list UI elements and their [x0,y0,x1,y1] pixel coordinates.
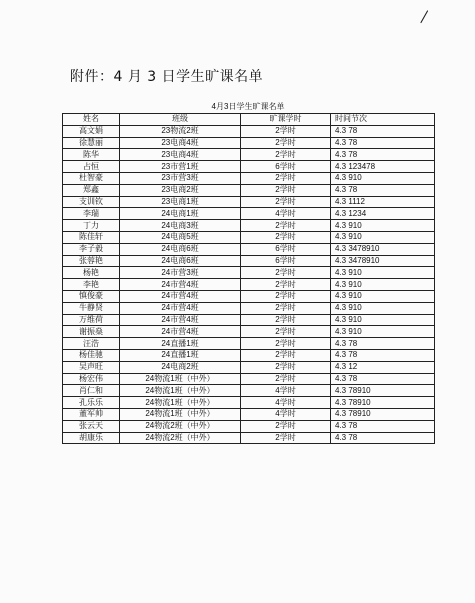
table-row [63,184,435,196]
cell-name: 丁力 [63,220,120,232]
cell-name: 谢振燊 [63,326,120,338]
table-row [63,125,435,137]
table-row [63,338,435,350]
table-row [63,349,435,361]
table-title: 4月3日学生旷课名单 [211,102,285,111]
cell-hours: 2学时 [241,267,331,279]
cell-time: 4.3 78 [331,373,435,385]
absence-table [62,113,435,444]
cell-name: 张蓉艳 [63,255,120,267]
table-row [63,302,435,314]
cell-class: 24电商6班 [120,243,241,255]
cell-name: 陈华 [63,149,120,161]
table-row [63,137,435,149]
cell-class: 24物流1班（中外） [120,373,241,385]
cell-class: 23电商1班 [120,196,241,208]
cell-name: 汪浩 [63,338,120,350]
cell-hours: 4学时 [241,208,331,220]
cell-name: 吴声旺 [63,361,120,373]
cell-class: 24电商6班 [120,255,241,267]
cell-hours: 2学时 [241,314,331,326]
cell-time: 4.3 12 [331,361,435,373]
cell-time: 4.3 78910 [331,397,435,409]
table-row [63,385,435,397]
cell-time: 4.3 910 [331,290,435,302]
cell-hours: 2学时 [241,361,331,373]
cell-time: 4.3 78 [331,149,435,161]
cell-time: 4.3 78 [331,184,435,196]
cell-name: 牛静贤 [63,302,120,314]
cell-name: 慎俊豪 [63,290,120,302]
cell-name: 郑鑫 [63,184,120,196]
cell-class: 23市营1班 [120,161,241,173]
cell-time: 4.3 910 [331,314,435,326]
cell-time: 4.3 910 [331,267,435,279]
pen-stroke-mark [419,10,429,24]
cell-class: 24直播1班 [120,349,241,361]
table-row [63,290,435,302]
cell-time: 4.3 78 [331,338,435,350]
cell-time: 4.3 78910 [331,408,435,420]
cell-class: 24市营4班 [120,302,241,314]
cell-time: 4.3 910 [331,172,435,184]
cell-hours: 2学时 [241,290,331,302]
cell-class: 23电商4班 [120,137,241,149]
table-row [63,279,435,291]
cell-class: 24物流1班（中外） [120,408,241,420]
table-row [63,314,435,326]
cell-class: 24市营4班 [120,279,241,291]
cell-hours: 2学时 [241,125,331,137]
cell-hours: 2学时 [241,231,331,243]
table-header-row [63,114,435,126]
cell-hours: 4学时 [241,408,331,420]
cell-name: 占恒 [63,161,120,173]
table-row [63,432,435,444]
cell-name: 李艳 [63,279,120,291]
cell-class: 24市营4班 [120,314,241,326]
cell-class: 24物流2班（中外） [120,420,241,432]
column-header-time: 时间节次 [331,114,435,126]
cell-class: 24市营4班 [120,326,241,338]
cell-hours: 6学时 [241,255,331,267]
cell-hours: 2学时 [241,172,331,184]
cell-time: 4.3 910 [331,326,435,338]
cell-name: 高文娟 [63,125,120,137]
cell-name: 杨佳驰 [63,349,120,361]
table-row [63,161,435,173]
table-row [63,172,435,184]
cell-hours: 6学时 [241,161,331,173]
cell-class: 24电商3班 [120,220,241,232]
cell-class: 24市营3班 [120,267,241,279]
cell-time: 4.3 78 [331,137,435,149]
cell-class: 24电商2班 [120,361,241,373]
cell-class: 24市营4班 [120,290,241,302]
cell-name: 杜智豪 [63,172,120,184]
attachment-title: 附件：4 月 3 日学生旷课名单 [70,69,264,85]
cell-time: 4.3 1234 [331,208,435,220]
cell-class: 23市营3班 [120,172,241,184]
table-row [63,361,435,373]
cell-class: 23电商2班 [120,184,241,196]
cell-time: 4.3 1112 [331,196,435,208]
cell-name: 杨艳 [63,267,120,279]
table-row [63,373,435,385]
cell-hours: 2学时 [241,149,331,161]
cell-class: 23物流2班 [120,125,241,137]
cell-time: 4.3 78910 [331,385,435,397]
cell-hours: 2学时 [241,349,331,361]
table-row [63,196,435,208]
cell-hours: 2学时 [241,326,331,338]
cell-class: 24电商5班 [120,231,241,243]
cell-name: 张云天 [63,420,120,432]
cell-name: 李瑞 [63,208,120,220]
cell-hours: 2学时 [241,279,331,291]
cell-class: 24物流1班（中外） [120,397,241,409]
cell-name: 陈佳轩 [63,231,120,243]
table-row [63,326,435,338]
cell-name: 万维荷 [63,314,120,326]
cell-class: 23电商4班 [120,149,241,161]
cell-hours: 2学时 [241,137,331,149]
cell-hours: 2学时 [241,432,331,444]
cell-hours: 2学时 [241,338,331,350]
cell-hours: 6学时 [241,243,331,255]
cell-time: 4.3 910 [331,279,435,291]
cell-class: 24物流2班（中外） [120,432,241,444]
table-row [63,267,435,279]
cell-name: 肖仁和 [63,385,120,397]
table-body [63,125,435,444]
cell-hours: 2学时 [241,220,331,232]
table-row [63,420,435,432]
cell-hours: 4学时 [241,385,331,397]
cell-hours: 2学时 [241,184,331,196]
table-row [63,208,435,220]
cell-name: 胡康乐 [63,432,120,444]
cell-name: 杨宏伟 [63,373,120,385]
cell-name: 董军帅 [63,408,120,420]
cell-time: 4.3 78 [331,420,435,432]
cell-hours: 2学时 [241,302,331,314]
column-header-class: 班级 [120,114,241,126]
cell-hours: 4学时 [241,397,331,409]
table-row [63,149,435,161]
table-row [63,397,435,409]
cell-class: 24物流1班（中外） [120,385,241,397]
cell-class: 24直播1班 [120,338,241,350]
table-row [63,231,435,243]
cell-time: 4.3 3478910 [331,255,435,267]
cell-time: 4.3 3478910 [331,243,435,255]
cell-name: 支训钦 [63,196,120,208]
cell-hours: 2学时 [241,373,331,385]
cell-time: 4.3 910 [331,231,435,243]
table-row [63,408,435,420]
cell-hours: 2学时 [241,420,331,432]
table-row [63,243,435,255]
cell-time: 4.3 78 [331,349,435,361]
cell-time: 4.3 123478 [331,161,435,173]
cell-name: 李子毅 [63,243,120,255]
cell-time: 4.3 910 [331,302,435,314]
cell-class: 24电商1班 [120,208,241,220]
table-row [63,255,435,267]
cell-hours: 2学时 [241,196,331,208]
cell-time: 4.3 78 [331,125,435,137]
column-header-name: 姓名 [63,114,120,126]
cell-time: 4.3 910 [331,220,435,232]
cell-name: 孔乐乐 [63,397,120,409]
cell-name: 徐慧丽 [63,137,120,149]
column-header-hours: 旷课学时 [241,114,331,126]
table-row [63,220,435,232]
cell-time: 4.3 78 [331,432,435,444]
